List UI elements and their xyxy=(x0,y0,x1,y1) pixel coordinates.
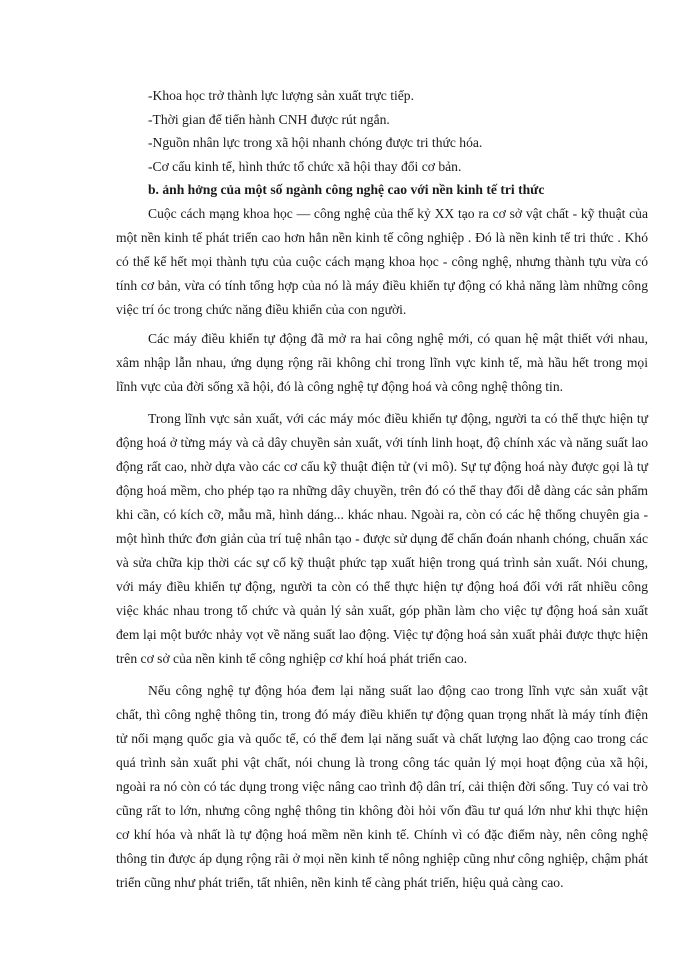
paragraph: Các máy điều khiển tự động đã mở ra hai công nghệ mới, có quan hệ mật thiết với nhau, xâm nhập lẫn nhau, ứng dụng rộng rãi không chỉ trong lĩnh vực kinh tế, mà hầu hết trong mọi lĩnh vực của đời sống xã hội, đó là công nghệ tự động hoá và công nghệ thông tin. xyxy=(116,330,648,394)
bullet-item: -Khoa học trở thành lực lượng sản xuất trực tiếp. xyxy=(148,88,414,103)
bullet-item: -Nguồn nhân lực trong xã hội nhanh chóng được tri thức hóa. xyxy=(148,135,483,150)
bullet-item: -Thời gian để tiến hành CNH được rút ngắn. xyxy=(148,111,390,127)
section-heading: b. ảnh hởng của một số ngành công nghệ cao với nền kinh tế tri thức xyxy=(148,182,545,197)
paragraph: Trong lĩnh vực sản xuất, với các máy móc điều khiển tự động, người ta có thể thực hiện tự động hoá ở từng máy và cả dây chuyền sản xuất, với tính linh hoạt, độ chính xác và năng suất lao động rất cao, nhờ dựa vào các cơ cấu kỹ thuật điện tử (vi mô). Sự tự động hoá này được gọi là tự động hoá mềm, cho phép tạo ra những dây chuyền, trên đó có thể thay đổi dễ dàng các sản phẩm khi cần, có kích cỡ, mẫu mã, hình dáng... khác nhau. Ngoài ra, còn có các hệ thống chuyên gia - một hình thức đơn giản của trí tuệ nhân tạo - được sử dụng để chẩn đoán nhanh chóng, chuẩn xác và sửa chữa kịp thời các sự cố kỹ thuật phức tạp xuất hiện trong quá trình sản xuất. Nói chung, với máy điều khiển tự động, người ta còn có thể thực hiện tự động hoá đối với rất nhiều công việc khác nhau trong tổ chức và quản lý sản xuất, góp phần làm cho việc tự động hoá sản xuất đem lại một bước nhảy vọt về năng suất lao động. Việc tự động hoá sản xuất phải được thực hiện trên cơ sở của nền kinh tế công nghiệp cơ khí hoá phát triển cao. xyxy=(116,410,648,666)
bullet-item: -Cơ cấu kinh tế, hình thức tổ chức xã hội thay đổi cơ bản. xyxy=(148,158,462,174)
paragraph: Nếu công nghệ tự động hóa đem lại năng suất lao động cao trong lĩnh vực sản xuất vật chất, thì công nghệ thông tin, trong đó máy điều khiển tự động quan trọng nhất là máy tính điện tử nối mạng quốc gia và quốc tế, có thể đem lại năng suất và chất lượng lao động cao trong các quá trình sản xuất phi vật chất, nói chung là trong công tác quản lý mọi hoạt động của xã hội, ngoài ra nó còn có tác dụng trong việc nâng cao trình độ dân trí, cải thiện đời sống. Tuy có vai trò cũng rất to lớn, nhưng công nghệ thông tin không đòi hỏi vốn đầu tư quá lớn như khi thực hiện cơ khí hóa và nhất là tự động hoá mềm nền kinh tế. Chính vì có đặc điểm này, nên công nghệ thông tin được áp dụng rộng rãi ở mọi nền kinh tế nông nghiệp cũng như công nghiệp, chậm phát triển cũng như phát triển, tất nhiên, nền kinh tế càng phát triển, hiệu quả càng cao. xyxy=(116,682,648,890)
paragraph: Cuộc cách mạng khoa học — công nghệ của thế kỷ XX tạo ra cơ sở vật chất - kỹ thuật của một nền kinh tế phát triển cao hơn hẳn nền kinh tế công nghiệp . Đó là nền kinh tế tri thức . Khó có thể kể hết mọi thành tựu của cuộc cách mạng khoa học - công nghệ, nhưng thành tựu vừa có tính cơ bản, vừa có tính tổng hợp của nó là máy điều khiển tự động có khả năng làm những công việc trí óc trong chức năng điều khiển của con người. xyxy=(116,205,648,317)
